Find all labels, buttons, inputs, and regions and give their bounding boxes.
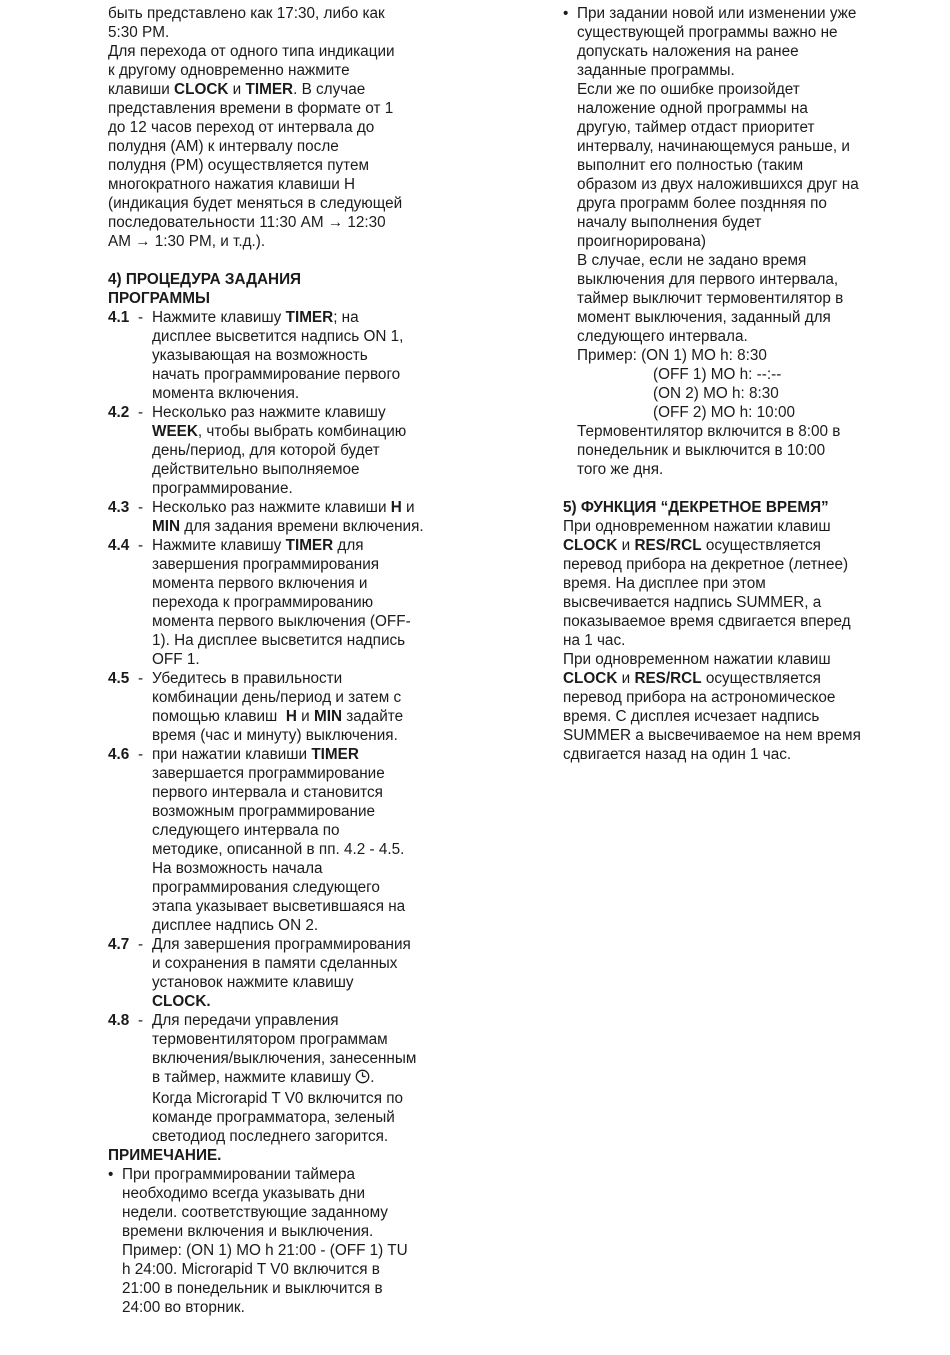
step-line: методике, описанной в пп. 4.2 - 4.5. [152,841,405,858]
s5-line: сдвигается назад на один 1 час. [563,746,792,763]
step-line [152,498,473,517]
bullet-line: В случае, если не задано время [577,252,807,269]
bullet-line: выполнит его полностью (таким [577,157,804,174]
step-text: Нажмите клавишу [152,309,286,326]
intro-text: . В случае [293,81,366,98]
step-line: завершается программирование [152,765,385,782]
step-line: Для передачи управления [152,1012,339,1029]
note-line: необходимо всегда указывать дни [122,1185,366,1202]
bullet-line: следующего интервала. [577,328,748,345]
step-line: перехода к программированию [152,594,374,611]
clock-key-label: CLOCK [563,670,618,687]
step-4-1: 4.1 - Нажмите клавишу TIMER; на дисплее высветится надпись ON 1, указывающая на возможность начать программирование первого момента включения. [108,308,473,403]
left-column [108,4,473,1317]
step-line: программирование. [152,480,293,497]
example-line [577,346,931,365]
clock-key-label: CLOCK [563,537,618,554]
s5-line: перевод прибора на декретное (летнее) [563,556,849,573]
step-text: и [296,708,314,725]
intro-line: Для перехода от одного типа индикации [108,43,395,60]
bullet-line: интервалу, начинающемуся раньше, и [577,138,850,155]
h-key-label: H [390,499,402,516]
note-line: 24:00 во вторник. [122,1299,245,1316]
bullet-line: понедельник и выключится в 10:00 [577,442,826,459]
step-line: Для завершения программирования [152,936,411,953]
intro-line: полудня (PM) осуществляется путем [108,157,369,174]
min-key-label: MIN [313,708,342,725]
res-rcl-key-label: RES/RCL [634,537,702,554]
step-text: Несколько раз нажмите клавиши [152,499,391,516]
bullet-icon: • [108,1166,114,1183]
step-number: 4.7 [108,936,130,953]
example-line: (OFF 2) MO h: 10:00 [653,404,795,421]
step-line: Когда Microrapid T V0 включится по [152,1090,404,1107]
note-bullet-item [108,1165,473,1317]
step-line: день/период, для которой будет [152,442,380,459]
step-4-8: 4.8 - Для передачи управления термовентилятором программам включения/выключения, занесенным в таймер, нажмите клавишу . Когда Microrapid T V0 включится по команде программатора, зеленый светодиод последнего загорится. [108,1011,473,1146]
note-line: h 24:00. Microrapid T V0 включится в [122,1261,380,1278]
intro-text: и [228,81,246,98]
step-line: первого интервала и становится [152,784,383,801]
s5-line: время. На дисплее при этом [563,575,766,592]
s5-line: высвечивается надпись SUMMER, а [563,594,822,611]
bullet-line: заданные программы. [577,62,735,79]
step-text: ; на [333,309,359,326]
res-rcl-key-label: RES/RCL [634,670,702,687]
step-4-3: 4.3 - Несколько раз нажмите клавиши H и MIN для задания времени включения. [108,498,473,536]
note-line: времени включения и выключения. [122,1223,374,1240]
step-line [152,422,473,441]
s5-line: показываемое время сдвигается вперед [563,613,851,630]
intro-line: многократного нажатия клавиши H [108,176,356,193]
min-key-label: MIN [152,518,181,535]
step-line: указывающая на возможность [152,347,368,364]
timer-key-label: TIMER [311,746,359,763]
step-line: OFF 1. [152,651,200,668]
bullet-line: момент выключения, заданный для [577,309,831,326]
step-line: На возможность начала [152,860,323,877]
example-line: (ON 2) MO h: 8:30 [653,385,779,402]
step-line [152,707,473,726]
intro-line: 5:30 PM. [108,24,170,41]
step-line: и сохранения в памяти сделанных [152,955,398,972]
step-text: и [401,499,415,516]
s5-line [563,669,931,688]
step-line: момента первого выключения (OFF- [152,613,411,630]
s5-text: осуществляется [701,537,821,554]
section-title: ПРОГРАММЫ [108,290,210,307]
step-line [152,536,473,555]
step-line: включения/выключения, занесенным [152,1050,417,1067]
s5-text: и [617,670,635,687]
bullet-line: друга программ более позднняя по [577,195,827,212]
s5-line: время. С дисплея исчезает надпись [563,708,820,725]
step-4-4: 4.4 - Нажмите клавишу TIMER для завершения программирования момента первого включения и перехода к программированию момента первого выключения (OFF- 1). На дисплее высветится надпись OFF 1. [108,536,473,669]
intro-line: до 12 часов переход от интервала до [108,119,375,136]
step-line: время (час и минуту) выключения. [152,727,398,744]
step-number: 4.1 [108,309,130,326]
step-line: следующего интервала по [152,822,340,839]
s5-line [563,536,931,555]
clock-key-label: CLOCK. [152,993,211,1010]
s5-line: При одновременном нажатии клавиш [563,518,831,535]
s5-line: SUMMER а высвечиваемое на нем время [563,727,861,744]
bullet-line: При задании новой или изменении уже [577,5,857,22]
note-line: При программировании таймера [122,1166,355,1183]
step-line: Убедитесь в правильности [152,670,343,687]
step-number: 4.2 [108,404,130,421]
bullet-line: Термовентилятор включится в 8:00 в [577,423,841,440]
step-line: возможным программирование [152,803,376,820]
step-line: термовентилятором программам [152,1031,388,1048]
step-line [152,1068,473,1089]
timer-key-label: TIMER [285,537,334,554]
bullet-line: допускать наложения на ранее [577,43,799,60]
step-line: Несколько раз нажмите клавишу [152,404,386,421]
overlap-bullet-item [563,4,931,479]
step-line: дисплее высветится надпись ON 1, [152,328,404,345]
example-value: (ON 1) MO h: 8:30 [641,347,767,364]
step-4-6: 4.6 - при нажатии клавиши TIMER завершается программирование первого интервала и становится возможным программирование следующего интервала по методике, описанной в пп. 4.2 - 4.5. На возможность начала программирования следующего этапа указывает высветившаяся на дисплее надпись ON 2. [108,745,473,935]
step-text: задайте [342,708,404,725]
bullet-line: таймер выключит термовентилятор в [577,290,844,307]
step-line: этапа указывает высветившаяся на [152,898,406,915]
step-text: , чтобы выбрать комбинацию [197,423,407,440]
step-text: при нажатии клавиши [152,746,312,763]
step-line: момента первого включения и [152,575,368,592]
note-line: 21:00 в понедельник и выключится в [122,1280,383,1297]
bullet-line: началу выполнения будет [577,214,762,231]
step-line [152,992,473,1011]
intro-line [108,80,473,99]
intro-line: быть представлено как 17:30, либо как [108,5,385,22]
intro-line: AM → 1:30 PM, и т.д.). [108,233,266,250]
section-title: 4) ПРОЦЕДУРА ЗАДАНИЯ [108,271,302,288]
step-line: момента включения. [152,385,300,402]
bullet-line: того же дня. [577,461,664,478]
intro-line: последовательности 11:30 AM → 12:30 [108,214,386,231]
h-key-label: H [285,708,297,725]
step-text: помощью клавиш [152,708,286,725]
step-line: дисплее надпись ON 2. [152,917,319,934]
step-line: установок нажмите клавишу [152,974,354,991]
example-line: (OFF 1) MO h: --:-- [653,366,782,383]
right-column [563,4,931,764]
bullet-line: Если же по ошибке произойдет [577,81,800,98]
step-text: . [370,1069,375,1086]
bullet-line: другую, таймер отдаст приоритет [577,119,815,136]
intro-line: (индикация будет меняться в следующей [108,195,403,212]
step-4-5: 4.5 - Убедитесь в правильности комбинации день/период и затем с помощью клавиш H и MIN задайте время (час и минуту) выключения. [108,669,473,745]
step-number: 4.4 [108,537,130,554]
intro-line: представления времени в формате от 1 [108,100,394,117]
step-number: 4.6 [108,746,130,763]
note-line: Пример: (ON 1) MO h 21:00 - (OFF 1) TU [122,1242,408,1259]
clock-key-label: CLOCK [174,81,229,98]
step-line [152,517,473,536]
step-line: светодиод последнего загорится. [152,1128,389,1145]
s5-line: на 1 час. [563,632,626,649]
step-4-2: 4.2 - Несколько раз нажмите клавишу WEEK, чтобы выбрать комбинацию день/период, для которой будет действительно выполняемое программирование. [108,403,473,498]
step-line [152,745,473,764]
clock-icon [355,1069,370,1089]
timer-key-label: TIMER [285,309,334,326]
bullet-line: образом из двух наложившихся друг на [577,176,859,193]
step-line: начать программирование первого [152,366,401,383]
bullet-line: наложение одной программы на [577,100,808,117]
intro-line: полудня (AM) к интервалу после [108,138,339,155]
week-key-label: WEEK [152,423,198,440]
bullet-line: проигнорирована) [577,233,706,250]
step-line: команде программатора, зеленый [152,1109,395,1126]
step-number: 4.3 [108,499,130,516]
timer-key-label: TIMER [245,81,294,98]
step-text: в таймер, нажмите клавишу [152,1069,356,1086]
step-4-7: 4.7 - Для завершения программирования и сохранения в памяти сделанных установок нажмите клавишу CLOCK. [108,935,473,1011]
step-line: комбинации день/период и затем с [152,689,402,706]
note-line: недели. соответствующие заданному [122,1204,388,1221]
s5-line: перевод прибора на астрономическое [563,689,836,706]
step-line [152,308,473,327]
step-number: 4.5 [108,670,130,687]
s5-line: При одновременном нажатии клавиш [563,651,831,668]
bullet-icon: • [563,5,569,22]
step-line: программирования следующего [152,879,380,896]
step-number: 4.8 [108,1012,130,1029]
step-line: 1). На дисплее высветится надпись [152,632,406,649]
intro-line: к другому одновременно нажмите [108,62,350,79]
note-title: ПРИМЕЧАНИЕ. [108,1147,222,1164]
s5-text: осуществляется [701,670,821,687]
intro-text: клавиши [108,81,175,98]
bullet-line: выключения для первого интервала, [577,271,839,288]
step-text: для [333,537,364,554]
step-line: действительно выполняемое [152,461,360,478]
section-title: 5) ФУНКЦИЯ “ДЕКРЕТНОЕ ВРЕМЯ” [563,499,829,516]
example-label: Пример: [577,347,642,364]
step-line: завершения программирования [152,556,380,573]
bullet-line: существующей программы важно не [577,24,838,41]
step-text: для задания времени включения. [180,518,424,535]
step-text: Нажмите клавишу [152,537,286,554]
s5-text: и [617,537,635,554]
